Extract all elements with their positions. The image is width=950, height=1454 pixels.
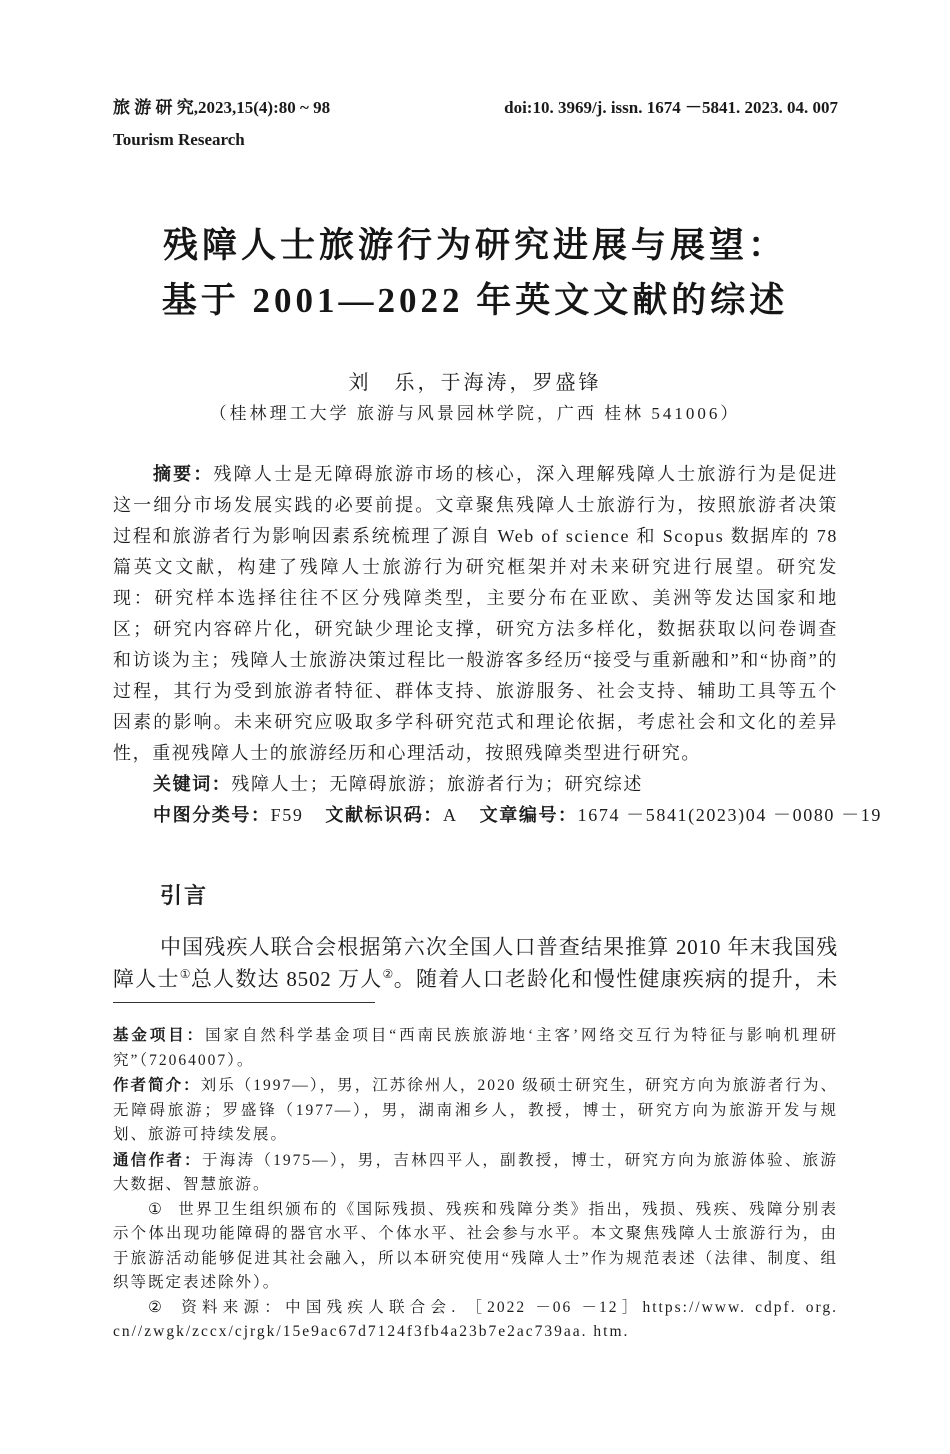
intro-text-2: 总人数达 8502 万人 [190,967,383,991]
abstract-section [113,459,882,831]
footnote-1-text: 世界卫生组织颁布的《国际残损、残疾和残障分类》指出，残损、残疾、残障分别表示个体出现功能障碍的器官水平、个体水平、社会参与水平。本文聚焦残障人士旅游行为，由于旅游活动能够促进其社会融入，所以本研究使用“残障人士”作为规范表述（法律、制度、组织等既定表述除外）。 [113,1200,838,1291]
footnote-1 [113,1198,838,1296]
author-bio-note [113,1073,838,1148]
document-code-value: A [443,805,458,825]
clc-number-value: F59 [270,805,304,825]
intro-text-3: 。随着人口老龄化和慢性健康疾病的提升，未 [393,967,839,991]
abstract [113,459,838,769]
journal-english-name: Tourism Research [113,130,245,149]
document-code [325,805,457,825]
footnote-divider [113,1002,375,1003]
article-number [480,805,882,825]
footnote-1-mark: ① [148,1200,165,1218]
footnote-ref-1: ① [179,967,191,981]
keywords [113,769,838,800]
header-row [113,96,838,120]
keywords-label: 关键词： [153,774,232,795]
author-bio-label: 作者简介： [113,1076,201,1094]
paper-title [0,218,950,328]
abstract-text: 残障人士是无障碍旅游市场的核心，深入理解残障人士旅游行为是促进这一细分市场发展实践的必要前提。文章聚焦残障人士旅游行为，按照旅游者决策过程和旅游者行为影响因素系统梳理了源自 Web of science 和 Scopus 数据库的 78 篇英文文献，构建了残障人士旅游行为研究框架并对未来研究进行展望。研究发现：研究样本选择往往不区分残障类型，主要分布在亚欧、美洲等发达国家和地区；研究内容碎片化，研究缺少理论支撑，研究方法多样化，数据获取以问卷调查和访谈为主；残障人士旅游决策过程比一般游客多经历“接受与重新融和”和“协商”的过程，其行为受到旅游者特征、群体支持、旅游服务、社会支持、辅助工具等五个因素的影响。未来研究应吸取多学科研究范式和理论依据，考虑社会和文化的差异性，重视残障人士的旅游经历和心理活动，按照残障类型进行研究。 [113,464,838,763]
section-heading-introduction: 引言 [160,884,209,909]
clc-number-label: 中图分类号： [153,805,271,826]
author-list: 刘 乐，于海涛，罗盛锋 [348,372,602,394]
footnote-2-mark: ② [148,1298,168,1316]
introduction-paragraph [113,931,838,995]
author-bio-text: 刘乐（1997—），男，江苏徐州人，2020 级硕士研究生，研究方向为旅游者行为、无障碍旅游；罗盛锋（1977—），男，湖南湘乡人，教授，博士，研究方向为旅游开发与规划、旅游可持续发展。 [113,1077,838,1143]
corresponding-text: 于海涛（1975—），男，吉林四平人，副教授，博士，研究方向为旅游体验、旅游大数据、智慧旅游。 [113,1151,838,1193]
title-line-1: 残障人士旅游行为研究进展与展望： [162,226,787,265]
doi: doi:10. 3969/j. issn. 1674 －5841. 2023. 04. 007 [504,98,838,117]
article-number-value: 1674 －5841(2023)04 －0080 －19 [577,805,882,825]
journal-header [113,96,838,152]
footnote-ref-2: ② [382,967,394,981]
clc-number [153,805,303,825]
classification-line [113,800,882,831]
funding-note [113,1023,838,1073]
corresponding-label: 通信作者： [113,1150,202,1169]
title-line-2: 基于 2001—2022 年英文文献的综述 [161,281,789,320]
corresponding-author-note [113,1148,838,1198]
article-number-label: 文章编号： [479,805,578,826]
affiliation: （桂林理工大学 旅游与风景园林学院，广西 桂林 541006） [209,404,741,423]
funding-label: 基金项目： [113,1026,206,1044]
abstract-label: 摘要： [153,464,214,485]
funding-text: 国家自然科学基金项目“西南民族旅游地‘主客’网络交互行为特征与影响机理研究”（72064007）。 [113,1027,838,1069]
intro-text-1: 中国残疾人联合会根据第六次全国人口普查结果推算 2010 年末我国残障人士 [113,935,838,991]
footnotes [113,1023,838,1345]
keywords-text: 残障人士；无障碍旅游；旅游者行为；研究综述 [231,774,644,794]
footnote-2 [113,1296,838,1345]
journal-citation: 旅 游 研 究,2023,15(4):80 ~ 98 [113,98,331,117]
document-code-label: 文献标识码： [325,805,444,826]
footnote-2-text: 资料来源：中国残疾人联合会. ［2022 －06 －12］https://www. cdpf. org. cn//zwgk/zccx/cjrgk/15e9ac67d7124f3fb4a23b7e2ac739aa. htm. [113,1298,839,1340]
